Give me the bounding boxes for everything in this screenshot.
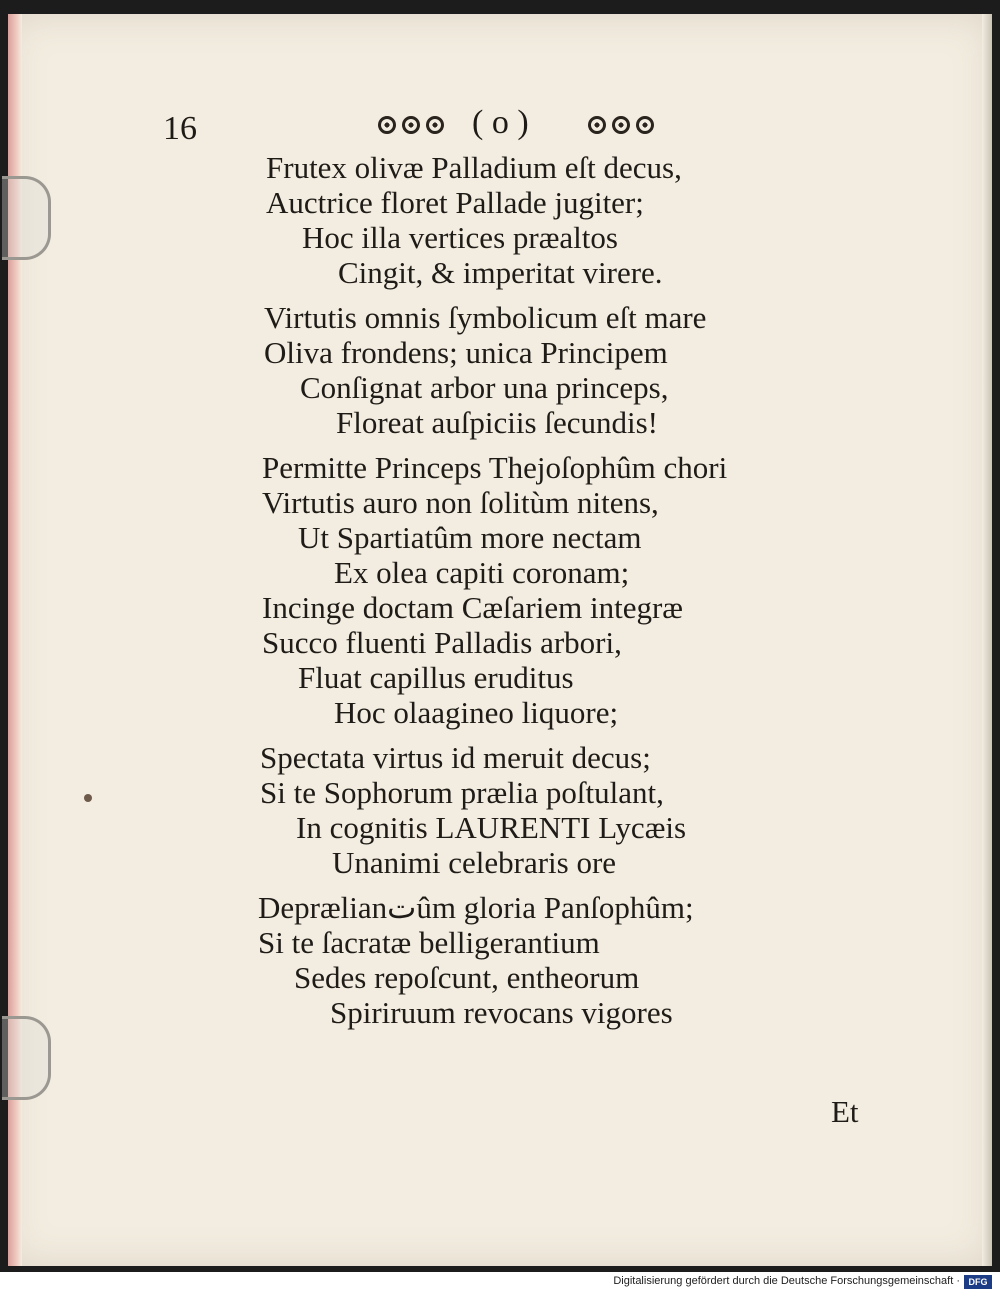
poem-line: Sedes repoſcunt, entheorum <box>294 960 640 995</box>
poem-line: Hoc illa vertices præaltos <box>302 220 618 255</box>
poem-line: Hoc olaagineo liquore; <box>334 695 619 730</box>
poem-line: Si te ſacratæ belligerantium <box>258 925 600 960</box>
poem-line: Fluat capillus eruditus <box>298 660 574 695</box>
poem-line: In cognitis LAURENTI Lycæis <box>296 810 687 845</box>
page-number: 16 <box>163 110 197 147</box>
poem-line: Virtutis omnis ſymbolicum eſt mare <box>264 300 707 335</box>
poem-line: Deprælianتûm gloria Panſophûm; <box>258 890 694 925</box>
poem-line: Ex olea capiti coronam; <box>334 555 630 590</box>
poem-line: Auctrice floret Pallade jugiter; <box>266 185 644 220</box>
poem-line: Oliva frondens; unica Principem <box>264 335 668 370</box>
catchword: Et <box>831 1094 859 1129</box>
dfg-logo: DFG <box>964 1275 992 1289</box>
poem-line: Frutex olivæ Palladium eſt decus, <box>266 150 682 185</box>
poem-line: Succo fluenti Palladis arbori, <box>262 625 622 660</box>
ink-spot <box>84 794 92 802</box>
poem-line: Unanimi celebraris ore <box>332 845 617 880</box>
poem-line: Spectata virtus id meruit decus; <box>260 740 651 775</box>
poem-line: Conſignat arbor una princeps, <box>300 370 669 405</box>
poem-line: Permitte Princeps Thejoſophûm chori <box>262 450 728 485</box>
poem-line: Virtutis auro non ſolitùm nitens, <box>262 485 659 520</box>
footer-bar <box>0 1272 1000 1293</box>
footer-credit: Digitalisierung gefördert durch die Deutsche Forschungsgemeinschaft · <box>613 1275 960 1287</box>
header-mark: ( o ) <box>472 104 529 141</box>
ornament-left-icon <box>378 110 444 140</box>
clip-top <box>2 176 51 260</box>
page-edge-right <box>982 14 992 1266</box>
poem-line: Spiriruum revocans vigores <box>330 995 673 1030</box>
poem-line: Si te Sophorum prælia poſtulant, <box>260 775 664 810</box>
clip-bottom <box>2 1016 51 1100</box>
poem-line: Floreat auſpiciis ſecundis! <box>336 405 658 440</box>
ornament-right-icon <box>588 110 654 140</box>
poem-line: Cingit, & imperitat virere. <box>338 255 663 290</box>
poem-line: Ut Spartiatûm more nectam <box>298 520 642 555</box>
poem-line: Incinge doctam Cæſariem integræ <box>262 590 683 625</box>
